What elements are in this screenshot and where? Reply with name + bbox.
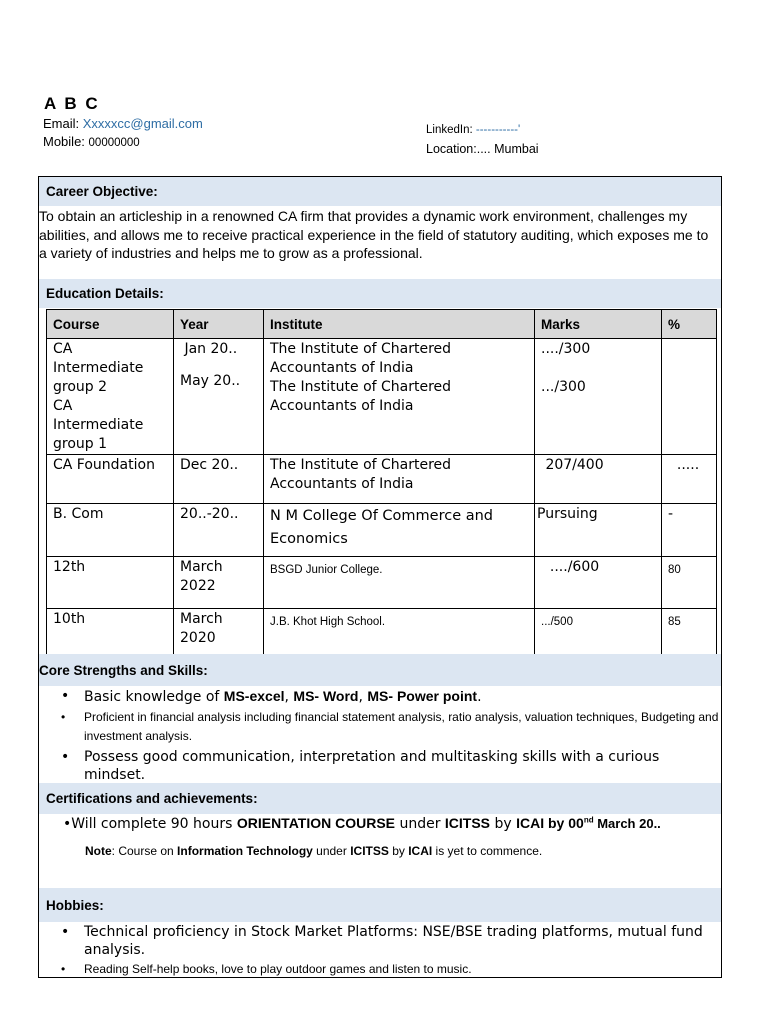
course-a: CA Intermediate group 2 [53, 341, 144, 395]
table-row [47, 557, 717, 609]
institute-cell: J.B. Khot High School. [264, 609, 535, 657]
table-header-row [47, 310, 717, 339]
mobile-line [43, 134, 140, 149]
course-b: CA Intermediate group 1 [53, 398, 144, 452]
linkedin-link[interactable]: -----------' [475, 124, 521, 136]
list-item: • Basic knowledge of MS-excel, MS- Word, MS- Power point. [39, 687, 721, 706]
email-line [43, 116, 203, 131]
certifications-heading: Certifications and achievements: [39, 783, 721, 814]
marks-cell: .../500 [535, 609, 662, 657]
course-cell: B. Com [47, 504, 174, 557]
column-header: Year [174, 310, 264, 339]
location-line: Location:.... Mumbai [426, 142, 539, 156]
skills-list [39, 686, 721, 784]
year-b: May 20.. [180, 373, 241, 389]
table-row [47, 609, 717, 657]
marks-cell: Pursuing [535, 504, 662, 557]
table-row [47, 339, 717, 455]
percent-cell: 80 [662, 557, 717, 609]
table-row [47, 504, 717, 557]
list-item: • Reading Self-help books, love to play outdoor games and listen to music. [39, 960, 721, 979]
institute-cell [264, 339, 535, 455]
year-cell: 20..-20.. [174, 504, 264, 557]
linkedin-line [426, 124, 520, 136]
certification-item: •Will complete 90 hours ORIENTATION COURSE under ICITSS by ICAI by 00nd March 20.. [63, 815, 661, 832]
list-item: • Technical proficiency in Stock Market Platforms: NSE/BSE trading platforms, mutual fund analysis. [39, 923, 721, 959]
marks-cell: ..../600 [535, 557, 662, 609]
hobbies-list [39, 922, 721, 979]
career-objective-text: To obtain an articleship in a renowned CA firm that provides a dynamic work environment, challenges my abilities, and allows me to receive practical experience in the field of statutory auditing, which exposes me to a variety of industries and helps me to grow as a professional. [39, 208, 709, 261]
column-header: Course [47, 310, 174, 339]
course-cell: CA Foundation [47, 455, 174, 504]
career-objective-heading: Career Objective: [39, 177, 721, 206]
education-table [46, 309, 717, 657]
list-item: • Possess good communication, interpretation and multitasking skills with a curious mindset. [39, 748, 721, 784]
percent-cell: ..... [662, 455, 717, 504]
year-cell: March 2020 [174, 609, 264, 657]
percent-cell: 85 [662, 609, 717, 657]
year-cell: March 2022 [174, 557, 264, 609]
linkedin-label: LinkedIn: [426, 124, 476, 136]
percent-cell: - [662, 504, 717, 557]
email-link[interactable]: Xxxxxcc@gmail.com [82, 116, 203, 131]
mobile-label: Mobile: [43, 134, 89, 149]
course-cell: 12th [47, 557, 174, 609]
table-row [47, 455, 717, 504]
institute-cell: The Institute of Chartered Accountants of India [264, 455, 535, 504]
marks-cell [535, 339, 662, 455]
institute-a: The Institute of Chartered Accountants of India [270, 341, 452, 376]
column-header: % [662, 310, 717, 339]
email-label: Email: [43, 116, 83, 131]
institute-cell: N M College Of Commerce and Economics [264, 504, 535, 557]
column-header: Marks [535, 310, 662, 339]
marks-b: .../300 [541, 379, 586, 395]
education-heading: Education Details: [39, 279, 721, 308]
year-cell [174, 339, 264, 455]
candidate-name: A B C [44, 94, 100, 113]
institute-cell: BSGD Junior College. [264, 557, 535, 609]
year-cell: Dec 20.. [174, 455, 264, 504]
hobbies-heading: Hobbies: [39, 888, 721, 922]
marks-a: ..../300 [541, 341, 591, 357]
year-a: Jan 20.. [180, 341, 238, 357]
marks-cell: 207/400 [535, 455, 662, 504]
skills-heading: Core Strengths and Skills: [39, 654, 721, 686]
mobile-value: 00000000 [88, 137, 140, 149]
course-cell: 10th [47, 609, 174, 657]
course-cell [47, 339, 174, 455]
certification-note: Note: Course on Information Technology under ICITSS by ICAI is yet to commence. [85, 844, 543, 858]
institute-b: The Institute of Chartered Accountants of India [270, 379, 452, 414]
resume-body [38, 176, 722, 978]
list-item: • Proficient in financial analysis including financial statement analysis, ratio analysis, valuation techniques, Budgeting and investment analysis. [39, 708, 721, 746]
column-header: Institute [264, 310, 535, 339]
percent-cell [662, 339, 717, 455]
